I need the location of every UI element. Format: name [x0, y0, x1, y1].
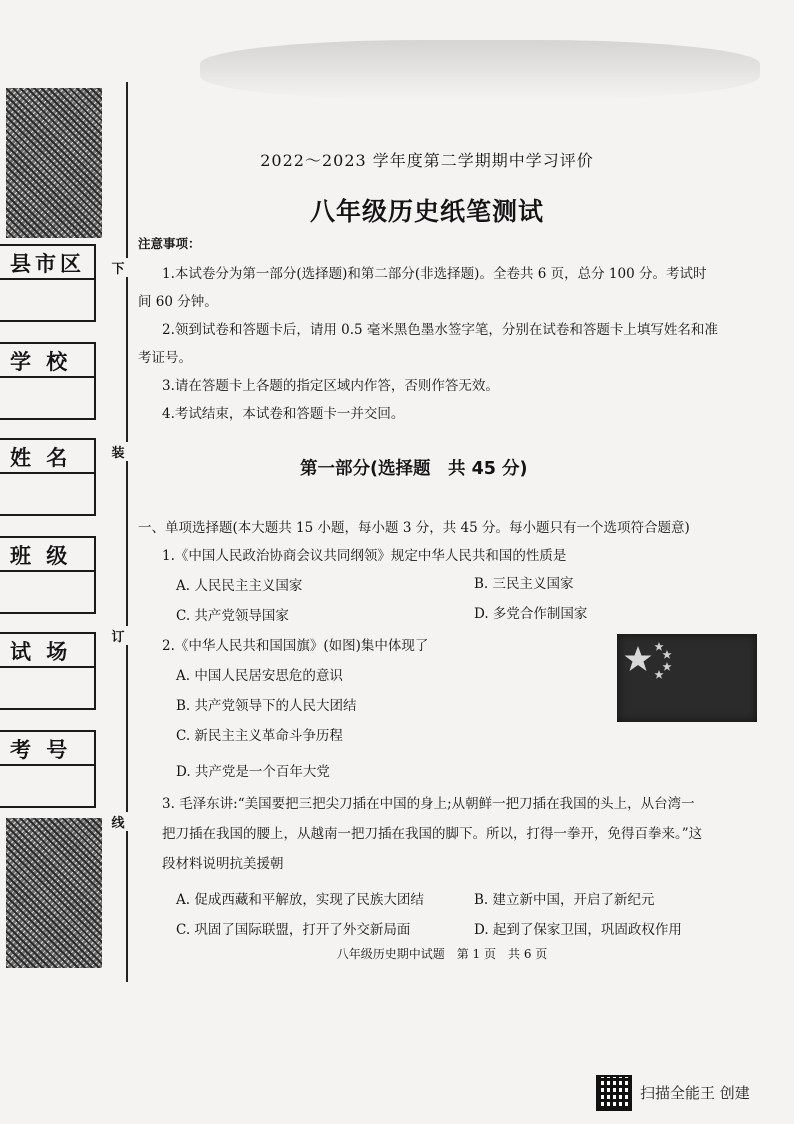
- county-label: 县市区: [0, 250, 96, 280]
- question-1-option-c: C. 共产党领导国家: [176, 608, 289, 624]
- question-1-option-a: A. 人民民主主义国家: [176, 578, 303, 594]
- question-3-option-a: A. 促成西藏和平解放，实现了民族大团结: [176, 892, 424, 908]
- notice-item-1: 1.本试卷分为第一部分(选择题)和第二部分(非选择题)。全卷共 6 页，总分 100 分。考试时: [162, 266, 707, 282]
- exam-number-field-box: [0, 730, 96, 808]
- question-2-option-d: D. 共产党是一个百年大党: [176, 764, 330, 780]
- question-1-option-b: B. 三民主义国家: [474, 576, 574, 592]
- margin-char-xian: 线: [108, 812, 128, 831]
- exam-room-field-box: [0, 632, 96, 710]
- qr-code-icon: [596, 1075, 632, 1111]
- exam-room-label: 试 场: [0, 638, 96, 668]
- question-1-stem: 1.《中国人民政治协商会议共同纲领》规定中华人民共和国的性质是: [162, 548, 567, 564]
- name-field-box: [0, 438, 96, 516]
- county-field-box: [0, 244, 96, 322]
- part-intro: 一、单项选择题(本大题共 15 小题，每小题 3 分，共 45 分。每小题只有一个选项符合题意): [138, 520, 690, 536]
- exam-title: 八年级历史纸笔测试: [309, 197, 544, 226]
- page-footer: 八年级历史期中试题 第 1 页 共 6 页: [336, 947, 548, 961]
- school-field-box: [0, 342, 96, 420]
- school-label: 学 校: [0, 348, 96, 378]
- national-flag-image: [617, 634, 757, 722]
- flag-stars-icon: [617, 634, 757, 722]
- question-3-stem-line-3: 段材料说明抗美援朝: [162, 856, 284, 872]
- question-3-option-c: C. 巩固了国际联盟，打开了外交新局面: [176, 922, 411, 938]
- notice-item-1-cont: 间 60 分钟。: [138, 294, 218, 310]
- question-2-option-c: C. 新民主主义革命斗争历程: [176, 728, 343, 744]
- notice-item-2: 2.领到试卷和答题卡后，请用 0.5 毫米黑色墨水签字笔，分别在试卷和答题卡上填写姓名和准: [162, 322, 718, 338]
- margin-char-ding: 订: [108, 626, 128, 645]
- exam-number-label: 考 号: [0, 736, 96, 766]
- exam-subtitle: 2022～2023 学年度第二学期期中学习评价: [260, 151, 594, 170]
- question-3-stem-line-2: 把刀插在我国的腰上，从越南一把刀插在我国的脚下。所以，打得一拳开，免得百拳来。”这: [162, 826, 703, 842]
- notice-item-4: 4.考试结束，本试卷和答题卡一并交回。: [162, 406, 405, 422]
- question-1-option-d: D. 多党合作制国家: [474, 606, 588, 622]
- class-field-box: [0, 536, 96, 614]
- notice-item-2-cont: 考证号。: [138, 350, 192, 366]
- scan-shadow: [200, 40, 760, 100]
- question-2-option-a: A. 中国人民居安思危的意识: [176, 668, 343, 684]
- question-2-option-b: B. 共产党领导下的人民大团结: [176, 698, 357, 714]
- margin-char-xia: 下: [108, 258, 128, 277]
- question-3-option-b: B. 建立新中国，开启了新纪元: [474, 892, 655, 908]
- notice-label: 注意事项：: [138, 236, 201, 251]
- name-label: 姓 名: [0, 444, 96, 474]
- notice-item-3: 3.请在答题卡上各题的指定区域内作答，否则作答无效。: [162, 378, 499, 394]
- question-2-stem: 2.《中华人民共和国国旗》(如图)集中体现了: [162, 638, 429, 654]
- margin-char-zhuang: 装: [108, 442, 128, 461]
- scanner-watermark: 扫描全能王 创建: [640, 1084, 750, 1102]
- class-label: 班 级: [0, 542, 96, 572]
- section-title: 第一部分(选择题 共 45 分): [300, 459, 528, 479]
- question-3-option-d: D. 起到了保家卫国，巩固政权作用: [474, 922, 682, 938]
- question-3-stem-line-1: 3. 毛泽东讲:“美国要把三把尖刀插在中国的身上;从朝鲜一把刀插在我国的头上，从台湾一: [162, 796, 695, 812]
